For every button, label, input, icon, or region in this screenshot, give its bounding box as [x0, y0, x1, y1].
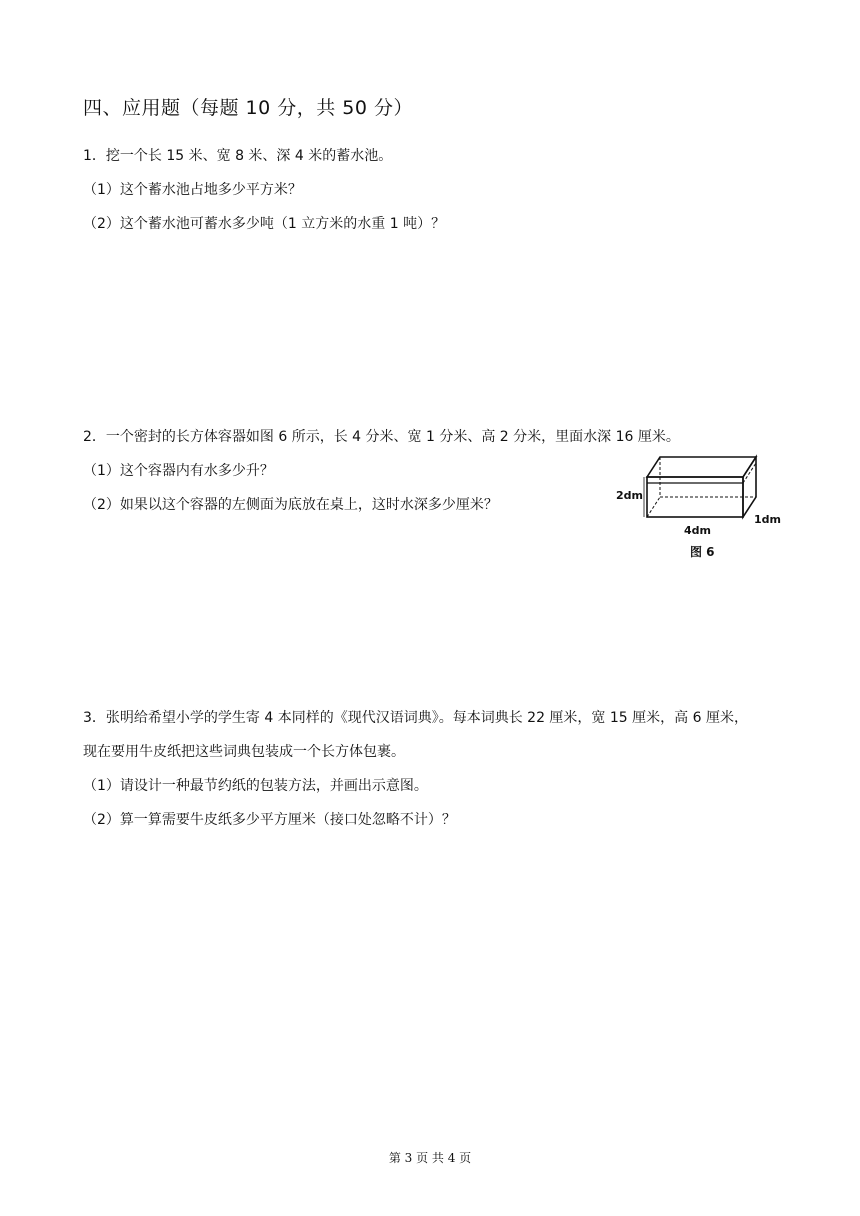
question-3-part-2: （2）算一算需要牛皮纸多少平方厘米（接口处忽略不计）？ — [83, 812, 456, 828]
top-face — [647, 457, 756, 477]
width-label: 1dm — [754, 513, 781, 526]
question-1-stem: 1．挖一个长 15 米、宽 8 米、深 4 米的蓄水池。 — [83, 148, 393, 164]
hidden-edge-depth — [647, 497, 660, 517]
question-3-stem: 3．张明给希望小学的学生寄 4 本同样的《现代汉语词典》。每本词典长 22 厘米，宽 15 厘米，高 6 厘米， — [83, 710, 748, 726]
height-label: 2dm — [616, 489, 643, 502]
length-label: 4dm — [684, 524, 711, 537]
cuboid-diagram — [614, 450, 784, 565]
figure-caption: 图 6 — [690, 545, 715, 559]
question-1-part-2: （2）这个蓄水池可蓄水多少吨（1 立方米的水重 1 吨）？ — [83, 216, 446, 232]
question-2-part-1: （1）这个容器内有水多少升？ — [83, 463, 274, 479]
section-title: 四、应用题（每题 10 分，共 50 分） — [83, 97, 414, 119]
figure-6-container-diagram — [614, 450, 784, 565]
question-2-stem: 2．一个密封的长方体容器如图 6 所示，长 4 分米、宽 1 分米、高 2 分米，里面水深 16 厘米。 — [83, 429, 680, 445]
page-number-footer: 第 3 页 共 4 页 — [388, 1151, 472, 1165]
question-2-part-2: （2）如果以这个容器的左侧面为底放在桌上，这时水深多少厘米？ — [83, 497, 498, 513]
question-3-part-1: （1）请设计一种最节约纸的包装方法，并画出示意图。 — [83, 778, 428, 794]
question-3-stem-continued: 现在要用牛皮纸把这些词典包装成一个长方体包裹。 — [83, 744, 405, 760]
question-1-part-1: （1）这个蓄水池占地多少平方米？ — [83, 182, 302, 198]
